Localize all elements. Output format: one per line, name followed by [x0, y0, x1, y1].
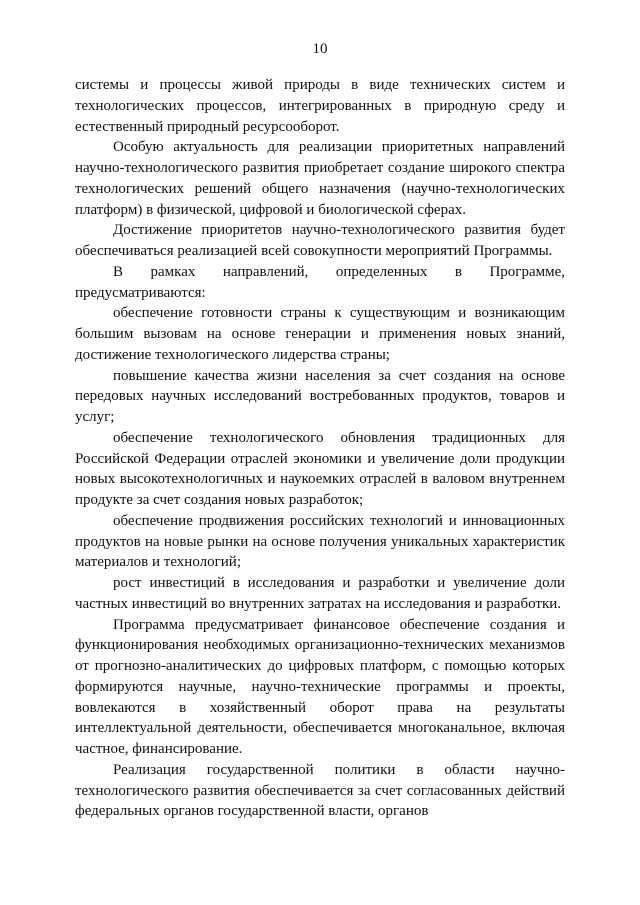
document-body — [75, 75, 565, 822]
paragraph: В рамках направлений, определенных в Программе, предусматриваются: — [75, 263, 565, 301]
paragraph: Достижение приоритетов научно-технологического развития будет обеспечиваться реализацией всей совокупности мероприятий Программы. — [75, 222, 565, 259]
paragraph: обеспечение технологического обновления традиционных для Российской Федерации отраслей экономики и увеличение доли продукции новых высокотехнологичных и наукоемких отраслей в валовом внутреннем продукте за счет создания новых разработок; — [75, 429, 565, 508]
paragraph: обеспечение готовности страны к существующим и возникающим большим вызовам на основе генерации и применения новых знаний, достижение технологического лидерства страны; — [75, 305, 565, 363]
paragraph: Особую актуальность для реализации приоритетных направлений научно-технологического развития приобретает создание широкого спектра технологических решений общего назначения (научно-технологических платформ) в физической, цифровой и биологической сферах. — [75, 139, 565, 218]
page-number: 10 — [312, 41, 328, 57]
paragraph: системы и процессы живой природы в виде технических систем и технологических процессов, интегрированных в природную среду и естественный природный ресурсооборот. — [75, 77, 565, 135]
paragraph: рост инвестиций в исследования и разработки и увеличение доли частных инвестиций во внутренних затратах на исследования и разработки. — [75, 575, 565, 612]
paragraph: Программа предусматривает финансовое обеспечение создания и функционирования необходимых организационно-технических механизмов от прогнозно-аналитических до цифровых платформ, с помощью которых формируются научные, научно-технические программы и проекты, вовлекаются в хозяйственный оборот права на результаты интеллектуальной деятельности, обеспечивается многоканальное, включая частное, финансирование. — [75, 616, 565, 757]
paragraph: Реализация государственной политики в области научно-технологического развития обеспечивается за счет согласованных действий федеральных органов государственной власти, органов — [75, 761, 565, 820]
paragraph: обеспечение продвижения российских технологий и инновационных продуктов на новые рынки на основе получения уникальных характеристик материалов и технологий; — [75, 512, 565, 571]
paragraph: повышение качества жизни населения за счет создания на основе передовых научных исследований востребованных продуктов, товаров и услуг; — [75, 367, 565, 425]
